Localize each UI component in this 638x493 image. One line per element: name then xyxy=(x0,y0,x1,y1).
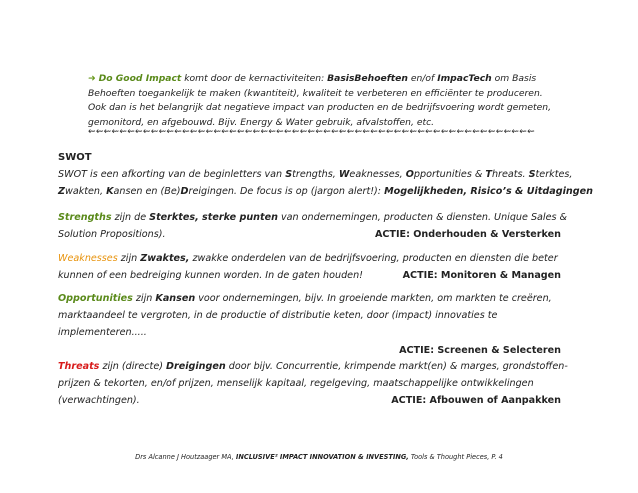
impactech-term: ImpacTech xyxy=(437,73,492,84)
footer-title: INCLUSIVE² IMPACT INNOVATION & INVESTING, xyxy=(235,453,409,461)
intro-line-1 xyxy=(88,72,588,87)
swot-text: eaknesses, xyxy=(349,169,406,180)
page-footer xyxy=(0,453,638,461)
strengths-text: Solution Propositions). xyxy=(58,229,166,241)
threats-section xyxy=(58,358,578,410)
swot-letter: T xyxy=(485,169,492,180)
weaknesses-text: zijn xyxy=(117,253,141,264)
opportunities-text: zijn xyxy=(132,293,156,304)
do-good-impact-term: Do Good Impact xyxy=(98,73,182,84)
threats-text: door bijv. Concurrentie, krimpende markt(en) & marges, grondstoffen- xyxy=(225,361,568,372)
swot-text: trengths, xyxy=(292,169,339,180)
swot-line-2 xyxy=(58,183,593,200)
swot-title: SWOT xyxy=(58,152,92,163)
swot-letter: Z xyxy=(58,186,65,198)
weaknesses-text: zwakke onderdelen van de bedrijfsvoering, producten en diensten die beter xyxy=(189,253,558,264)
opportunities-line-1 xyxy=(58,290,578,307)
weaknesses-action: ACTIE: Monitoren & Managen xyxy=(402,270,561,282)
swot-letter: D xyxy=(180,186,189,198)
basisbehoeften-term: BasisBehoeften xyxy=(327,73,408,84)
swot-letter: K xyxy=(106,186,114,198)
swot-text: SWOT is een afkorting van de beginletters van xyxy=(58,169,286,180)
strengths-line-1 xyxy=(58,209,578,226)
intro-paragraph xyxy=(88,72,588,130)
swot-letter: S xyxy=(528,169,536,180)
opportunities-bold: Kansen xyxy=(155,293,196,304)
swot-letter: W xyxy=(338,169,350,180)
swot-text: hreats. xyxy=(491,169,529,180)
swot-letter: S xyxy=(285,169,293,180)
strengths-text: zijn de xyxy=(111,212,150,223)
strengths-action: ACTIE: Onderhouden & Versterken xyxy=(374,229,561,241)
opportunities-text: voor ondernemingen, bijv. In groeiende markten, om markten te creëren, xyxy=(195,293,552,304)
intro-line-4: gemonitord, en afgebouwd. Bijv. Energy & Water gebruik, afvalstoffen, etc. xyxy=(88,116,435,128)
opportunities-line-4 xyxy=(58,342,578,359)
opportunities-action: ACTIE: Screenen & Selecteren xyxy=(399,344,561,356)
weaknesses-line-1 xyxy=(58,250,578,267)
intro-line-2: Behoeften toegankelijk te maken (kwantiteit), kwaliteit te verbeteren en efficiënter te produceren. xyxy=(88,87,543,99)
opportunities-line-2: marktaandeel te vergroten, in de productie of distributie keten, door (impact) innovaties te xyxy=(58,310,498,322)
swot-section xyxy=(58,150,593,200)
strengths-bold: Sterktes, sterke punten xyxy=(149,212,278,223)
swot-text: terktes, xyxy=(535,169,573,180)
strengths-text: van ondernemingen, producten & diensten. Unique Sales & xyxy=(277,212,568,223)
threats-line-3 xyxy=(58,392,578,409)
weaknesses-section xyxy=(58,250,578,284)
threats-line-1 xyxy=(58,358,578,375)
swot-text: pportunities & xyxy=(413,169,486,180)
arrow-divider: ⇜⇜⇜⇜⇜⇜⇜⇜⇜⇜⇜⇜⇜⇜⇜⇜⇜⇜⇜⇜⇜⇜⇜⇜⇜⇜⇜⇜⇜⇜⇜⇜⇜⇜⇜⇜⇜⇜⇜⇜⇜⇜⇜⇜⇜⇜⇜⇜⇜⇜⇜⇜⇜⇜⇜⇜⇜ xyxy=(88,127,535,137)
threats-text: (verwachtingen). xyxy=(58,395,140,407)
swot-focus-bold: Mogelijkheden, Risico’s & Uitdagingen xyxy=(384,186,593,198)
opportunities-term: Opportunities xyxy=(58,293,133,304)
footer-author: Drs Alcanne J Houtzaager MA, xyxy=(135,453,236,461)
threats-text: zijn (directe) xyxy=(99,361,167,372)
intro-text: komt door de kernactiviteiten: xyxy=(181,73,328,84)
strengths-section xyxy=(58,209,578,243)
weaknesses-term: Weaknesses xyxy=(58,253,118,264)
swot-line-1 xyxy=(58,166,578,183)
opportunities-section xyxy=(58,290,578,359)
intro-text: om Basis xyxy=(491,73,537,84)
threats-term: Threats xyxy=(58,361,100,372)
weaknesses-bold: Zwaktes, xyxy=(140,253,190,264)
arrow-right-icon: ➜ xyxy=(88,73,96,84)
weaknesses-text: kunnen of een bedreiging kunnen worden. In de gaten houden! xyxy=(58,270,364,282)
strengths-line-2 xyxy=(58,226,578,243)
weaknesses-line-2 xyxy=(58,267,578,284)
threats-line-2: prijzen & tekorten, en/of prijzen, menselijk kapitaal, regelgeving, maatschappelijke ontwikkelingen xyxy=(58,378,534,390)
strengths-term: Strengths xyxy=(58,212,112,223)
swot-letter: O xyxy=(405,169,414,180)
footer-page: Tools & Thought Pieces, P. 4 xyxy=(408,453,503,461)
swot-text: reigingen. De focus is op (jargon alert!): xyxy=(188,186,385,198)
swot-text: ansen en (Be) xyxy=(113,186,181,198)
threats-bold: Dreigingen xyxy=(166,361,226,372)
intro-line-3: Ook dan is het belangrijk dat negatieve impact van producten en de bedrijfsvoering wordt gemeten, xyxy=(88,102,552,114)
intro-text: en/of xyxy=(407,73,438,84)
opportunities-line-3: implementeren..... xyxy=(58,327,147,339)
swot-text: wakten, xyxy=(64,186,107,198)
threats-action: ACTIE: Afbouwen of Aanpakken xyxy=(391,395,561,407)
